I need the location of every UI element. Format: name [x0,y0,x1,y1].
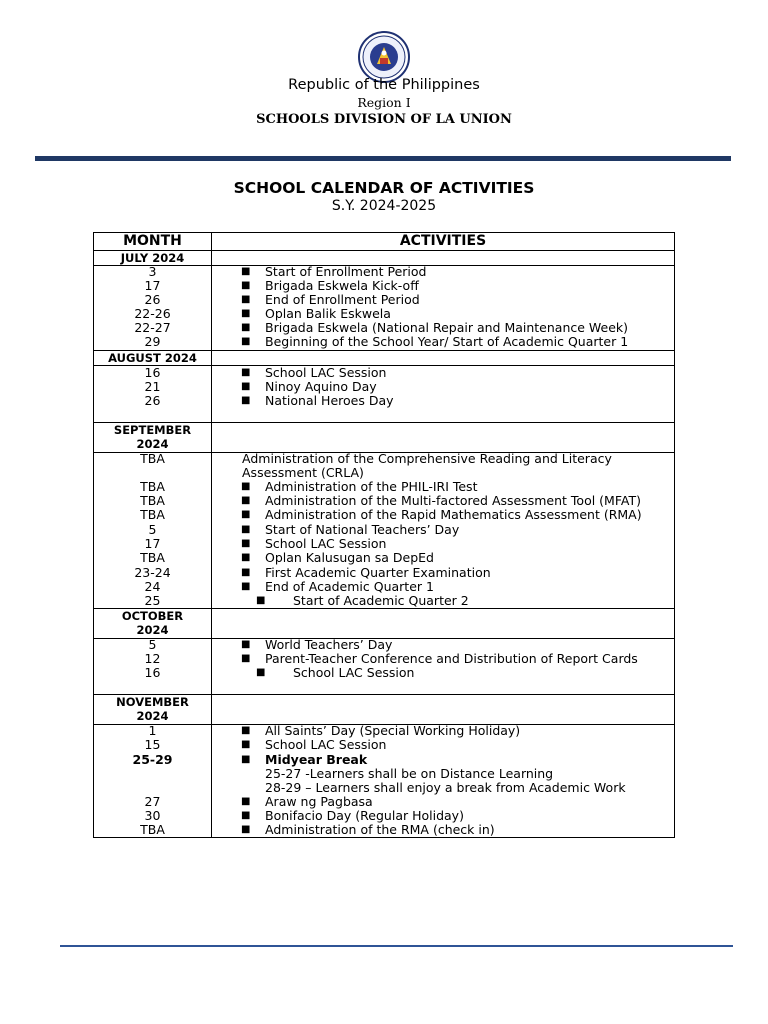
bullet-icon: ■ [241,639,251,650]
deped-seal-logo [358,31,410,83]
activity-date: 22-27 [134,320,171,335]
footer-divider [60,945,733,947]
bullet-icon: ■ [241,336,251,347]
activity-date: 17 [144,536,161,551]
activity-text: 25-27 -Learners shall be on Distance Learning [265,766,554,781]
bullet-icon: ■ [241,367,251,378]
activity-text: Oplan Kalusugan sa DepEd [265,550,434,565]
bullet-icon: ■ [241,524,251,535]
activity-text: Administration of the RMA (check in) [265,822,495,837]
bullet-icon: ■ [241,824,251,835]
bullet-icon: ■ [241,280,251,291]
bullet-icon: ■ [241,509,251,520]
activity-date: 25-29 [132,752,173,767]
activity-date: 1 [148,723,157,738]
activity-text: Administration of the Comprehensive Reading and Literacy [242,451,612,466]
activity-date: 24 [144,579,161,594]
month-label-october: OCTOBER [121,609,184,623]
activity-date: 5 [148,637,157,652]
column-divider [211,233,212,837]
activity-date: 23-24 [134,565,171,580]
activity-text: Araw ng Pagbasa [265,794,373,809]
activity-date: 17 [144,278,161,293]
activity-date: 26 [144,393,161,408]
bullet-icon: ■ [241,395,251,406]
activity-text: School LAC Session [265,536,387,551]
activity-date: 26 [144,292,161,307]
month-label-november: NOVEMBER [116,695,189,709]
country-name: Republic of the Philippines [288,77,480,93]
activity-text: End of Enrollment Period [265,292,420,307]
activity-text: Start of National Teachers’ Day [265,522,460,537]
column-header-activities: ACTIVITIES [399,233,487,249]
bullet-icon: ■ [241,810,251,821]
bullet-icon: ■ [241,294,251,305]
activity-date: TBA [140,822,165,837]
activity-text: Bonifacio Day (Regular Holiday) [265,808,464,823]
bullet-icon: ■ [241,567,251,578]
activity-date: 5 [148,522,157,537]
month-label-september: SEPTEMBER [113,423,192,437]
column-header-month: MONTH [123,233,182,249]
activity-text: End of Academic Quarter 1 [265,579,434,594]
activity-text: School LAC Session [293,665,415,680]
activity-date: TBA [140,451,165,466]
month-label-year: 2024 [136,709,169,723]
activity-date: TBA [140,550,165,565]
bullet-icon: ■ [241,754,251,765]
activity-date: 21 [144,379,161,394]
region-name: Region I [357,95,411,110]
bullet-icon: ■ [241,538,251,549]
bullet-icon: ■ [241,581,251,592]
activity-text: School LAC Session [265,365,387,380]
calendar-table [93,232,675,838]
bullet-icon: ■ [241,725,251,736]
division-name: SCHOOLS DIVISION OF LA UNION [256,112,512,127]
activity-text: Brigada Eskwela Kick-off [265,278,419,293]
activity-date: TBA [140,507,165,522]
bullet-icon: ■ [241,796,251,807]
header-divider [35,156,731,161]
bullet-icon: ■ [241,481,251,492]
activity-text: Start of Enrollment Period [265,264,427,279]
activity-date: TBA [140,493,165,508]
month-label-august: AUGUST 2024 [108,351,197,365]
activity-date: 25 [144,593,161,608]
activity-date: 22-26 [134,306,171,321]
activity-date: 29 [144,334,161,349]
bullet-icon: ■ [241,308,251,319]
activity-text: National Heroes Day [265,393,394,408]
activity-text: Assessment (CRLA) [242,465,364,480]
activity-text: Ninoy Aquino Day [265,379,377,394]
activity-date: 12 [144,651,161,666]
bullet-icon: ■ [241,552,251,563]
bullet-icon: ■ [241,266,251,277]
bullet-icon: ■ [241,653,251,664]
activity-text: Midyear Break [265,752,368,767]
activity-date: 16 [144,365,161,380]
activity-date: 27 [144,794,161,809]
activity-text: Brigada Eskwela (National Repair and Maintenance Week) [265,320,629,335]
activity-date: TBA [140,479,165,494]
activity-text: School LAC Session [265,737,387,752]
activity-text: Administration of the PHIL-IRI Test [265,479,478,494]
activity-text: First Academic Quarter Examination [265,565,491,580]
activity-date: 15 [144,737,161,752]
activity-text: Administration of the Multi-factored Assessment Tool (MFAT) [265,493,641,508]
month-label-year: 2024 [136,437,169,451]
activity-text: World Teachers’ Day [265,637,393,652]
activity-text: Oplan Balik Eskwela [265,306,391,321]
activity-text: 28-29 – Learners shall enjoy a break from Academic Work [265,780,626,795]
activity-text: Beginning of the School Year/ Start of Academic Quarter 1 [265,334,629,349]
bullet-icon: ■ [241,495,251,506]
activity-text: Parent-Teacher Conference and Distribution of Report Cards [265,651,638,666]
activity-text: Start of Academic Quarter 2 [293,593,469,608]
month-label-year: 2024 [136,623,169,637]
school-year: S.Y. 2024-2025 [331,198,437,214]
bullet-icon: ■ [241,322,251,333]
document-title: SCHOOL CALENDAR OF ACTIVITIES [233,179,535,197]
month-label-july: JULY 2024 [120,251,185,265]
activity-text: All Saints’ Day (Special Working Holiday) [265,723,521,738]
bullet-icon: ■ [241,381,251,392]
bullet-icon: ■ [256,595,266,606]
activity-date: 30 [144,808,161,823]
activity-date: 3 [148,264,157,279]
activity-date: 16 [144,665,161,680]
activity-text: Administration of the Rapid Mathematics Assessment (RMA) [265,507,642,522]
bullet-icon: ■ [256,667,266,678]
bullet-icon: ■ [241,739,251,750]
